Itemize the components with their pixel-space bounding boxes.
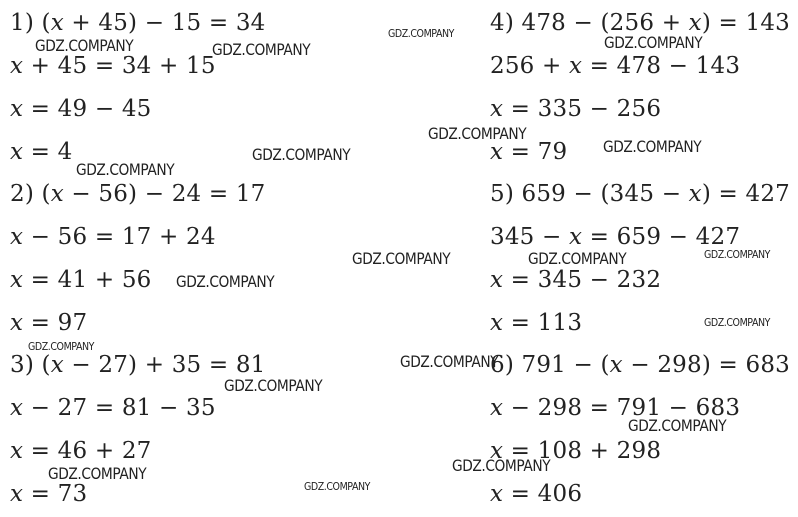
- watermark-text: GDZ.COMPANY: [252, 145, 351, 164]
- problem-5-line-4: 𝑥 = 113: [490, 310, 583, 336]
- problem-2-line-4: 𝑥 = 97: [10, 310, 88, 336]
- problem-3-line-2: 𝑥 − 27 = 81 − 35: [10, 395, 216, 421]
- problem-1-line-3: 𝑥 = 49 − 45: [10, 96, 152, 122]
- watermark-text: GDZ.COMPANY: [604, 33, 703, 52]
- watermark-text: GDZ.COMPANY: [628, 416, 727, 435]
- problem-3-line-3: 𝑥 = 46 + 27: [10, 438, 152, 464]
- problem-1-line-4: 𝑥 = 4: [10, 139, 73, 165]
- watermark-text: GDZ.COMPANY: [704, 316, 771, 329]
- watermark-text: GDZ.COMPANY: [176, 272, 275, 291]
- watermark-text: GDZ.COMPANY: [35, 36, 134, 55]
- problem-5-line-1: 5) 659 − (345 − 𝑥) = 427: [490, 181, 791, 207]
- problem-6-line-3: 𝑥 = 108 + 298: [490, 438, 662, 464]
- watermark-text: GDZ.COMPANY: [603, 137, 702, 156]
- problem-3-line-1: 3) (𝑥 − 27) + 35 = 81: [10, 352, 266, 378]
- problem-1-line-2: 𝑥 + 45 = 34 + 15: [10, 53, 216, 79]
- watermark-text: GDZ.COMPANY: [428, 124, 527, 143]
- problem-6-line-1: 6) 791 − (𝑥 − 298) = 683: [490, 352, 791, 378]
- watermark-text: GDZ.COMPANY: [352, 249, 451, 268]
- problem-6-line-2: 𝑥 − 298 = 791 − 683: [490, 395, 741, 421]
- watermark-text: GDZ.COMPANY: [304, 480, 371, 493]
- problem-4-line-1: 4) 478 − (256 + 𝑥) = 143: [490, 10, 791, 36]
- problem-3-line-4: 𝑥 = 73: [10, 481, 88, 507]
- watermark-text: GDZ.COMPANY: [224, 376, 323, 395]
- problem-2-line-2: 𝑥 − 56 = 17 + 24: [10, 224, 216, 250]
- problem-6-line-4: 𝑥 = 406: [490, 481, 583, 507]
- watermark-text: GDZ.COMPANY: [452, 456, 551, 475]
- watermark-text: GDZ.COMPANY: [528, 249, 627, 268]
- problem-2-line-3: 𝑥 = 41 + 56: [10, 267, 152, 293]
- problem-4-line-2: 256 + 𝑥 = 478 − 143: [490, 53, 741, 79]
- watermark-text: GDZ.COMPANY: [48, 464, 147, 483]
- problem-5-line-2: 345 − 𝑥 = 659 − 427: [490, 224, 741, 250]
- watermark-text: GDZ.COMPANY: [704, 248, 771, 261]
- watermark-text: GDZ.COMPANY: [28, 340, 95, 353]
- watermark-text: GDZ.COMPANY: [212, 40, 311, 59]
- watermark-text: GDZ.COMPANY: [400, 352, 499, 371]
- problem-5-line-3: 𝑥 = 345 − 232: [490, 267, 662, 293]
- problem-2-line-1: 2) (𝑥 − 56) − 24 = 17: [10, 181, 266, 207]
- watermark-text: GDZ.COMPANY: [76, 160, 175, 179]
- problem-4-line-4: 𝑥 = 79: [490, 139, 568, 165]
- watermark-text: GDZ.COMPANY: [388, 27, 455, 40]
- problem-4-line-3: 𝑥 = 335 − 256: [490, 96, 662, 122]
- problem-1-line-1: 1) (𝑥 + 45) − 15 = 34: [10, 10, 266, 36]
